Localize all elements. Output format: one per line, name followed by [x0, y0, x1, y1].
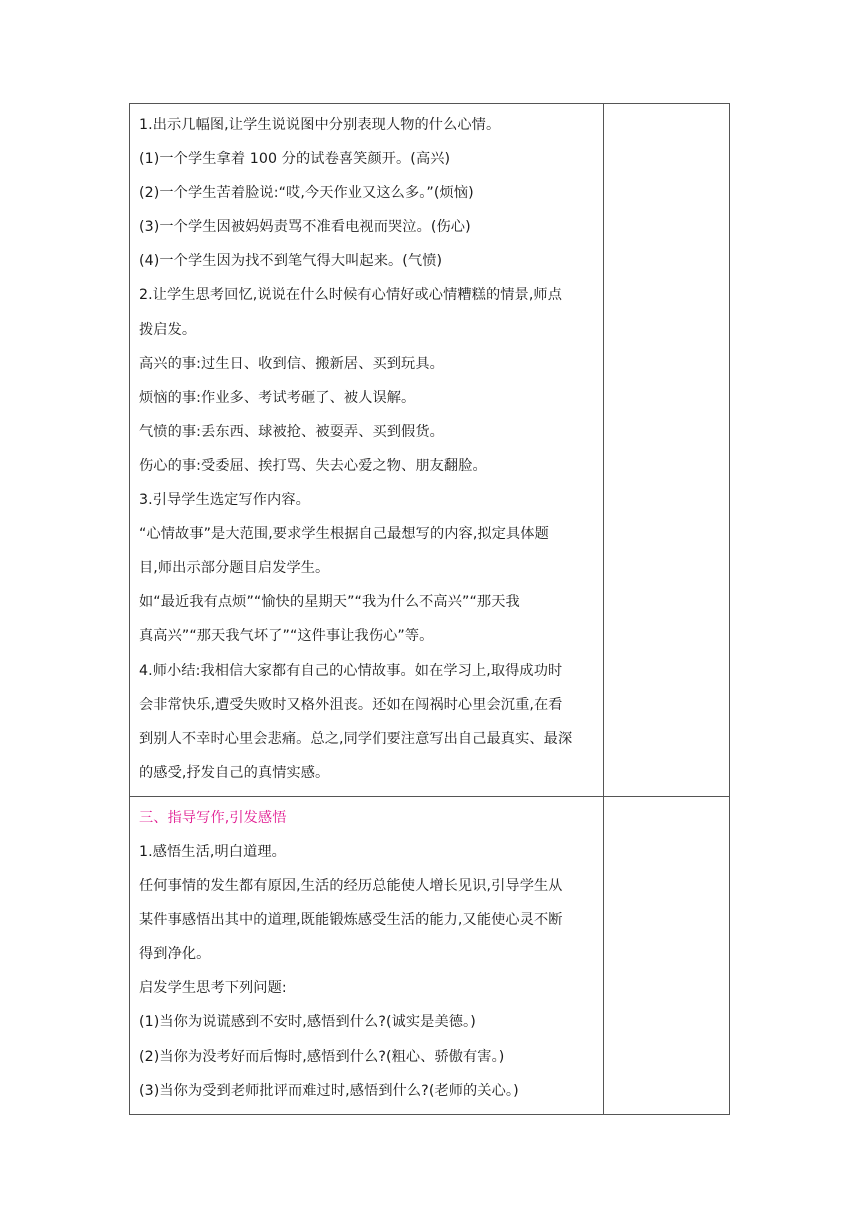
section-2-content [130, 797, 603, 1114]
notes-cell [603, 104, 729, 797]
text-line: (2)当你为没考好而后悔时,感悟到什么?(粗心、骄傲有害。) [139, 1048, 505, 1065]
notes-cell [603, 796, 729, 1114]
text-line: (1)一个学生拿着 100 分的试卷喜笑颜开。(高兴) [139, 151, 451, 168]
table-row [130, 104, 730, 797]
text-line: 伤心的事:受委屈、挨打骂、失去心爱之物、朋友翻脸。 [139, 457, 487, 474]
text-line: 真高兴”“那天我气坏了”“这件事让我伤心”等。 [139, 628, 434, 645]
text-line: 高兴的事:过生日、收到信、搬新居、买到玩具。 [139, 355, 444, 372]
text-line: (3)一个学生因被妈妈责骂不准看电视而哭泣。(伤心) [139, 219, 471, 236]
text-line: 会非常快乐,遭受失败时又格外沮丧。还如在闯祸时心里会沉重,在看 [139, 696, 563, 713]
text-line: 得到净化。 [139, 946, 211, 963]
text-line: 的感受,抒发自己的真情实感。 [139, 764, 330, 781]
text-line: 启发学生思考下列问题: [139, 980, 287, 997]
text-line: 2.让学生思考回忆,说说在什么时候有心情好或心情糟糕的情景,师点 [139, 287, 563, 304]
text-line: 3.引导学生选定写作内容。 [139, 492, 310, 509]
text-line: 如“最近我有点烦”“愉快的星期天”“我为什么不高兴”“那天我 [139, 594, 520, 611]
text-line: 烦恼的事:作业多、考试考砸了、被人误解。 [139, 389, 416, 406]
text-line: (4)一个学生因为找不到笔气得大叫起来。(气愤) [139, 253, 443, 270]
content-cell [130, 104, 604, 797]
section-1-content [130, 104, 603, 796]
text-line: (2)一个学生苦着脸说:“哎,今天作业又这么多。”(烦恼) [139, 185, 474, 202]
text-line: (3)当你为受到老师批评而难过时,感悟到什么?(老师的关心。) [139, 1082, 519, 1099]
text-line: “心情故事”是大范围,要求学生根据自己最想写的内容,拟定具体题 [139, 526, 549, 543]
section-heading: 三、指导写作,引发感悟 [139, 809, 287, 826]
text-line: 目,师出示部分题目启发学生。 [139, 560, 330, 577]
text-line: (1)当你为说谎感到不安时,感悟到什么?(诚实是美德。) [139, 1014, 476, 1031]
text-line: 到别人不幸时心里会悲痛。总之,同学们要注意写出自己最真实、最深 [139, 730, 573, 747]
text-line: 任何事情的发生都有原因,生活的经历总能使人增长见识,引导学生从 [139, 878, 563, 895]
text-line: 1.出示几幅图,让学生说说图中分别表现人物的什么心情。 [139, 117, 501, 133]
text-line: 4.师小结:我相信大家都有自己的心情故事。如在学习上,取得成功时 [139, 662, 563, 679]
text-line: 1.感悟生活,明白道理。 [139, 843, 286, 860]
table-row [130, 796, 730, 1114]
content-cell [130, 796, 604, 1114]
text-line: 气愤的事:丢东西、球被抢、被耍弄、买到假货。 [139, 423, 444, 440]
text-line: 某件事感悟出其中的道理,既能锻炼感受生活的能力,又能使心灵不断 [139, 912, 563, 929]
text-line: 拨启发。 [139, 321, 197, 338]
lesson-plan-table [129, 103, 730, 1115]
